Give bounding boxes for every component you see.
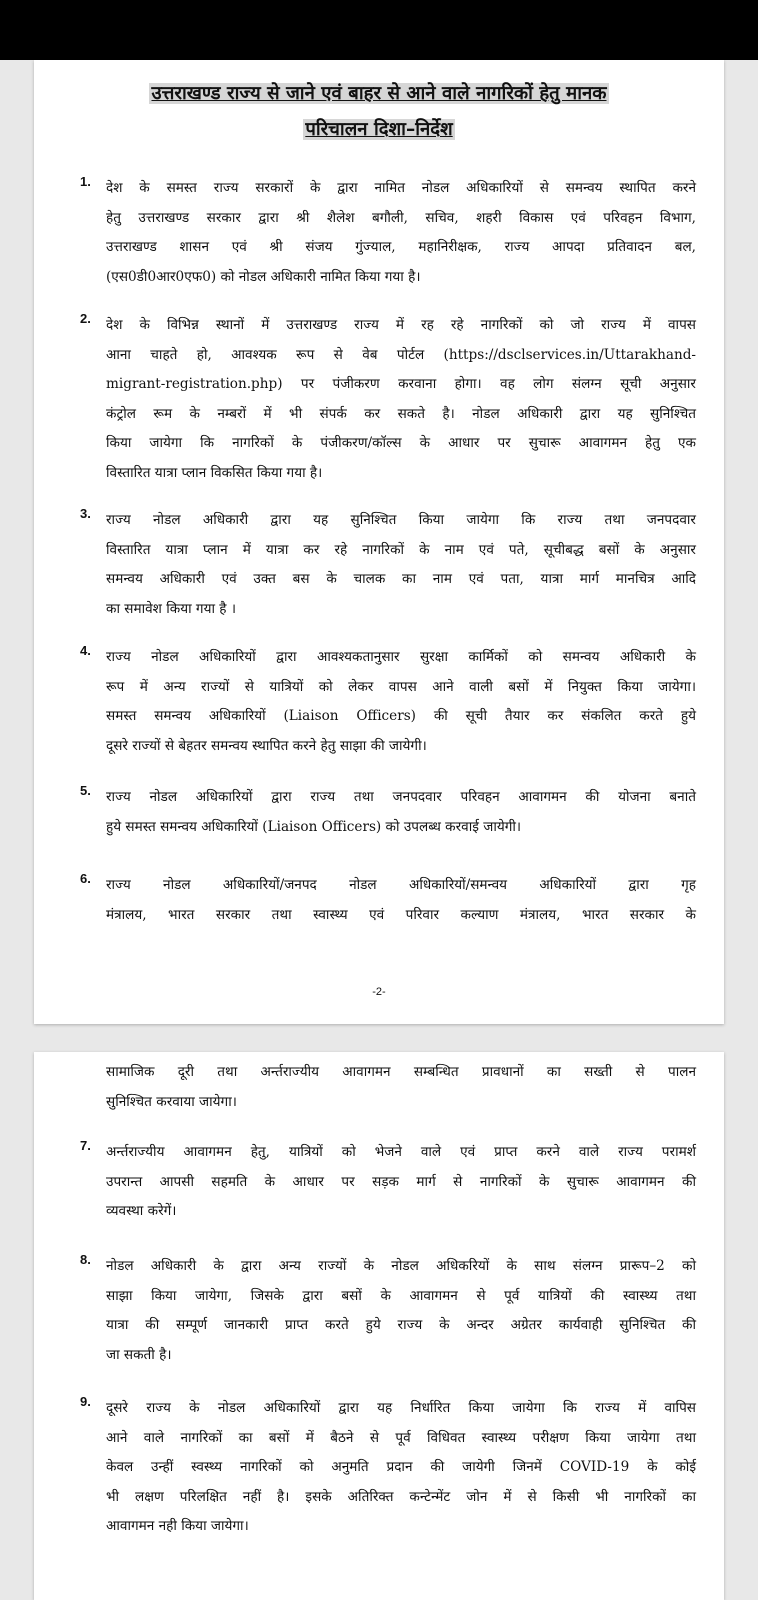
item-number: 4. — [80, 643, 91, 658]
list-item — [80, 643, 696, 761]
list-item — [80, 783, 696, 842]
item-line: सुनिश्चित करवाया जायेगा। — [106, 1093, 237, 1110]
item-line: समन्वय अधिकारी एवं उक्त बस के चालक का नाम एवं पता, यात्रा मार्ग मानचित्र आदि — [106, 571, 696, 587]
item-line: विस्तारित यात्रा प्लान विकसित किया गया है। — [106, 464, 323, 481]
item-line: (एस0डी0आर0एफ0) को नोडल अधिकारी नामित किया गया है। — [106, 268, 421, 285]
item-number: 2. — [80, 311, 91, 326]
item-line: राज्य नोडल अधिकारी द्वारा यह सुनिश्चित किया जायेगा कि राज्य तथा जनपदवार — [106, 512, 696, 528]
item-line: समस्त समन्वय अधिकारियों (Liaison Officers) की सूची तैयार कर संकलित करते हुये — [106, 708, 696, 724]
item-line: उत्तराखण्ड शासन एवं श्री संजय गुंज्याल, महानिरीक्षक, राज्य आपदा प्रतिवादन बल, — [106, 239, 696, 255]
item-line: भी लक्षण परिलक्षित नहीं है। इसके अतिरिक्त कन्टेन्मेंट जोन में से किसी भी नागरिकों का — [106, 1488, 696, 1505]
item-number: 1. — [80, 174, 91, 189]
item-line: मंत्रालय, भारत सरकार तथा स्वास्थ्य एवं परिवार कल्याण मंत्रालय, भारत सरकार के — [106, 906, 696, 923]
list-item — [80, 174, 696, 292]
item-line: अर्न्तराज्यीय आवागमन हेतु, यात्रियों को भेजने वाले एवं प्राप्त करने वाले राज्य परामर्श — [106, 1144, 696, 1160]
item-line: दूसरे राज्यों से बेहतर समन्वय स्थापित करने हेतु साझा की जायेगी। — [106, 737, 427, 754]
item-line: आवागमन नही किया जायेगा। — [106, 1518, 249, 1534]
list-item — [80, 1394, 696, 1542]
item-line: दूसरे राज्य के नोडल अधिकारियों द्वारा यह निर्धारित किया जायेगा कि राज्य में वापिस — [106, 1400, 696, 1416]
item-line: विस्तारित यात्रा प्लान में यात्रा कर रहे नागरिकों के नाम एवं पते, सूचीबद्ध बसों के अनुसार — [106, 541, 696, 558]
list-item — [80, 311, 696, 488]
item-line: जा सकती है। — [106, 1346, 172, 1363]
list-item — [80, 506, 696, 624]
top-bar — [0, 0, 758, 60]
item-line: राज्य नोडल अधिकारियों द्वारा आवश्यकतानुसार सुरक्षा कार्मिकों को समन्वय अधिकारी के — [106, 649, 696, 665]
list-item-continued — [106, 1058, 696, 1117]
item-line: किया जायेगा कि नागरिकों के पंजीकरण/कॉल्स के आधार पर सुचारू आवागमन हेतु एक — [106, 435, 696, 451]
item-line: देश के समस्त राज्य सरकारों के द्वारा नामित नोडल अधिकारियों से समन्वय स्थापित करने — [106, 180, 696, 196]
document-page-2 — [34, 1052, 724, 1600]
item-line: रूप में अन्य राज्यों से यात्रियों को लेकर वापस आने वाली बसों में नियुक्त किया जायेगा। — [106, 678, 696, 695]
item-number: 7. — [80, 1138, 91, 1153]
list-item — [80, 1138, 696, 1227]
item-number: 6. — [80, 871, 91, 886]
document-title-line-1 — [34, 80, 724, 105]
item-line: कंट्रोल रूम के नम्बरों में भी संपर्क कर सकते है। नोडल अधिकारी द्वारा यह सुनिश्चित — [106, 405, 696, 422]
item-line: हुये समस्त समन्वय अधिकारियों (Liaison Officers) को उपलब्ध करवाई जायेगी। — [106, 818, 522, 835]
document-title-line-2 — [34, 116, 724, 141]
document-page-1 — [34, 60, 724, 1024]
list-item — [80, 1252, 696, 1370]
page-number: -2- — [372, 986, 386, 998]
item-line: migrant-registration.php) पर पंजीकरण करवाना होगा। वह लोग संलग्न सूची अनुसार — [106, 376, 696, 392]
item-line: केवल उन्हीं स्वस्थ्य नागरिकों को अनुमति प्रदान की जायेगी जिनमें COVID-19 के कोई — [106, 1459, 696, 1475]
item-line: उपरान्त आपसी सहमति के आधार पर सड़क मार्ग से नागरिकों के सुचारू आवागमन की — [106, 1173, 696, 1190]
title-text-2: परिचालन दिशा–निर्देश — [305, 119, 453, 140]
item-line: सामाजिक दूरी तथा अर्न्तराज्यीय आवागमन सम्बन्धित प्रावधानों का सख्ती से पालन — [106, 1064, 696, 1080]
item-line: आना चाहते हो, आवश्यक रूप से वेब पोर्टल (https://dsclservices.in/Uttarakhand- — [106, 346, 696, 363]
list-item — [80, 871, 696, 930]
item-line: आने वाले नागरिकों का बसों में बैठने से पूर्व विधिवत स्वास्थ्य परीक्षण किया जायेगा तथा — [106, 1429, 696, 1446]
item-number: 3. — [80, 506, 91, 521]
item-line: हेतु उत्तराखण्ड सरकार द्वारा श्री शैलेश बगौली, सचिव, शहरी विकास एवं परिवहन विभाग, — [106, 209, 696, 226]
item-number: 8. — [80, 1252, 91, 1267]
item-line: देश के विभिन्न स्थानों में उत्तराखण्ड राज्य में रह रहे नागरिकों को जो राज्य में वापस — [106, 317, 696, 333]
item-number: 5. — [80, 783, 91, 798]
item-line: का समावेश किया गया है । — [106, 600, 237, 617]
item-line: यात्रा की सम्पूर्ण जानकारी प्राप्त करते हुये राज्य के अन्दर अग्रेतर कार्यवाही सुनिश्चित की — [106, 1317, 696, 1333]
item-line: नोडल अधिकारी के द्वारा अन्य राज्यों के नोडल अधिकरियों के साथ संलग्न प्रारूप–2 को — [106, 1258, 696, 1274]
item-number: 9. — [80, 1394, 91, 1409]
item-line: साझा किया जायेगा, जिसके द्वारा बसों के आवागमन से पूर्व यात्रियों की स्वास्थ्य तथा — [106, 1287, 696, 1304]
item-line: राज्य नोडल अधिकारियों/जनपद नोडल अधिकारियों/समन्वय अधिकारियों द्वारा गृह — [106, 877, 696, 893]
item-line: व्यवस्था करेगें। — [106, 1203, 177, 1219]
item-line: राज्य नोडल अधिकारियों द्वारा राज्य तथा जनपदवार परिवहन आवागमन की योजना बनाते — [106, 789, 696, 805]
title-text-1: उत्तराखण्ड राज्य से जाने एवं बाहर से आने वाले नागरिकों हेतु मानक — [151, 83, 607, 104]
